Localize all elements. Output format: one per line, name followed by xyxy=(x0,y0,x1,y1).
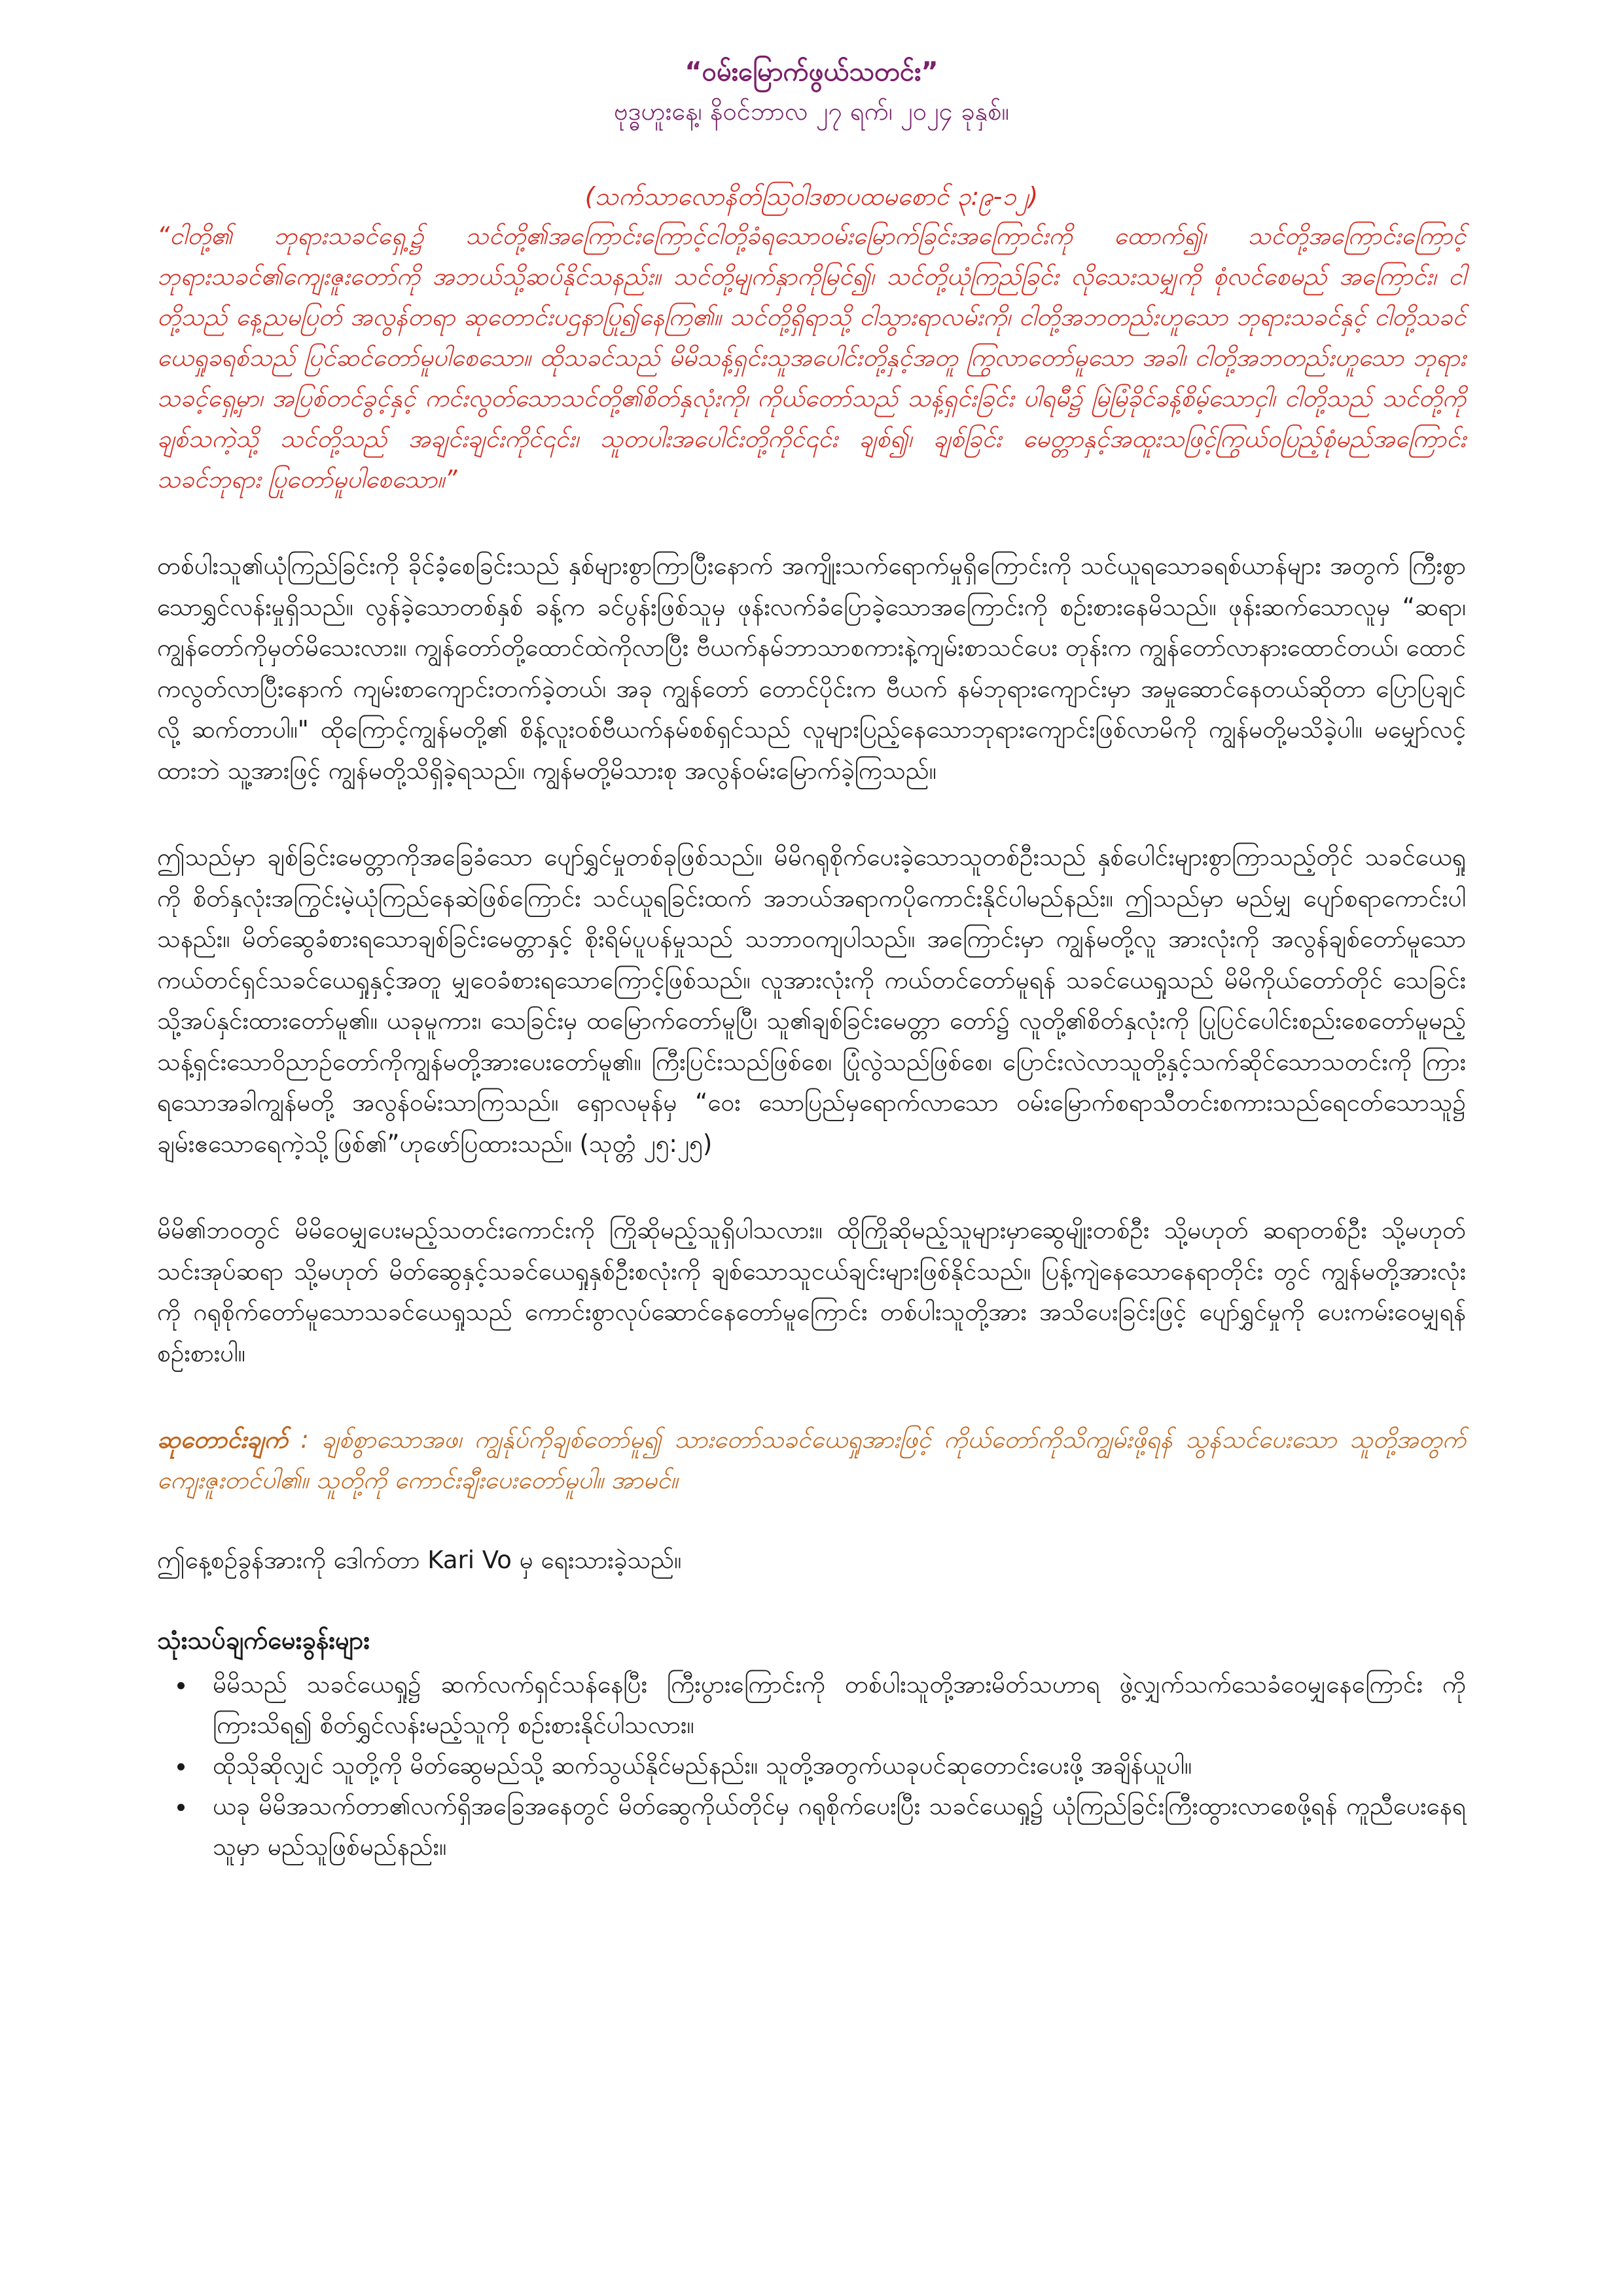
reflection-questions-title: သုံးသပ်ချက်မေးခွန်းများ xyxy=(157,1626,370,1655)
prayer-block xyxy=(157,1420,1466,1501)
question-item: • ယခု မိမိအသက်တာ၏လက်ရှိအခြေအနေတွင် မိတ်ဆွေကိုယ်တိုင်မှ ဂရုစိုက်ပေးပြီး သခင်ယေရှု၌ ယုံကြည်ခြင်းကြီးထွားလာစေဖို့ရန် ကူညီပေးနေရသူမှာ မည်သူဖြစ်မည်နည်း။ xyxy=(196,1786,1466,1867)
question-item: • ထိုသိုဆိုလျှင် သူတို့ကို မိတ်ဆွေမည်သို့ ဆက်သွယ်နိုင်မည်နည်း။ သူတို့အတွက်ယခုပင်ဆုတောင်းပေးဖို့ အချိန်ယူပါ။ xyxy=(196,1746,1466,1786)
body-paragraph-1: တစ်ပါးသူ၏ယုံကြည်ခြင်းကို ခိုင်ခံ့စေခြင်းသည် နှစ်များစွာကြာပြီးနောက် အကျိုးသက်ရောက်မှုရှိကြောင်းကို သင်ယူရသောခရစ်ယာန်များ အတွက် ကြီးစွာသောရွှင်လန်းမှုရှိသည်။ လွန်ခဲ့သောတစ်နှစ် ခန့်က ခင်ပွန်းဖြစ်သူမှ ဖုန်းလက်ခံပြောခဲ့သောအကြောင်းကို စဉ်းစားနေမိသည်။ ဖုန်းဆက်သောလူမှ “ဆရာ၊ ကျွန်တော်ကိုမှတ်မိသေးလား။ ကျွန်တော်တို့ထောင်ထဲကိုလာပြီး ဗီယက်နမ်ဘာသာစကားနဲ့ကျမ်းစာသင်ပေး တုန်းက ကျွန်တော်လာနားထောင်တယ်၊ ထောင်ကလွတ်လာပြီးနောက် ကျမ်းစာကျောင်းတက်ခဲ့တယ်၊ အခု ကျွန်တော် တောင်ပိုင်းက ဗီယက် နမ်ဘုရားကျောင်းမှာ အမှုဆောင်နေတယ်ဆိုတာ ပြောပြချင်လို့ ဆက်တာပါ။" ထိုကြောင့်ကျွန်မတို့၏ စိန့်လူးဝစ်ဗီယက်နမ်စစ်ရှင်သည် လူများပြည့်နေသောဘုရားကျောင်းဖြစ်လာမိကို ကျွန်မတို့မသိခဲ့ပါ။ မမျှော်လင့်ထားဘဲ သူ့အားဖြင့် ကျွန်မတို့သိရှိခဲ့ရသည်။ ကျွန်မတို့မိသားစု အလွန်ဝမ်းမြောက်ခဲ့ကြသည်။ xyxy=(157,552,1466,785)
prayer-label: ဆုတောင်းချက် xyxy=(157,1426,288,1454)
devotional-date: ဗုဒ္ဓဟူးနေ့၊ နိဝင်ဘာလ ၂၇ ရက်၊ ၂၀၂၄ ခုနှစ်။ xyxy=(613,97,1009,126)
author-line: ဤနေ့စဉ်ခွန်အားကို ဒေါက်တာ Kari Vo မှ ရေးသားခဲ့သည်။ xyxy=(157,1546,682,1574)
question-item: • မိမိသည် သခင်ယေရှု၌ ဆက်လက်ရှင်သန်နေပြီး ကြီးပွားကြောင်းကို တစ်ပါးသူတို့အားမိတ်သဟာရ ဖွဲ့လျှက်သက်သေခံဝေမျှနေကြောင်း ကို ကြားသိရ၍ စိတ်ရွှင်လန်းမည့်သူကို စဉ်းစားနိုင်ပါသလား။ xyxy=(196,1664,1466,1746)
scripture-reference: (သက်သာလောနိတ်ဩဝါဒစာပထမစောင် ၃:၉-၁၂) xyxy=(584,182,1039,211)
scripture-text: “ငါတို့၏ ဘုရားသခင်ရှေ့၌ သင်တို့၏အကြောင်းကြောင့်ငါတို့ခံရသောဝမ်းမြောက်ခြင်းအကြောင်းကို ထောက်၍၊ သင်တို့အကြောင်းကြောင့် ဘုရားသခင်၏ကျေးဇူးတော်ကို အဘယ်သို့ဆပ်နိုင်သနည်း။ သင်တို့မျက်နှာကိုမြင်၍၊ သင်တို့ယုံကြည်ခြင်း လိုသေးသမျှကို စုံလင်စေမည် အကြောင်း၊ ငါတို့သည် နေ့ညမပြတ် အလွန်တရာ ဆုတောင်းပဌနာပြု၍နေကြ၏။ သင်တို့ရှိရာသို့ ငါသွားရာလမ်းကို၊ ငါတို့အဘတည်းဟူသော ဘုရားသခင်နှင့် ငါတို့သခင်ယေရှုခရစ်သည် ပြင်ဆင်တော်မူပါစေသော။ ထိုသခင်သည် မိမိသန့်ရှင်းသူအပေါင်းတို့နှင့်အတူ ကြွလာတော်မူသော အခါ၊ ငါတို့အဘတည်းဟူသော ဘုရားသခင့်ရှေ့မှာ၊ အပြစ်တင်ခွင့်နှင့် ကင်းလွတ်သောသင်တို့၏စိတ်နှလုံးကို၊ ကိုယ်တော်သည် သန့်ရှင်းခြင်း ပါရမီ၌ မြဲမြံခိုင်ခန့်စိမ့်သောငှါ၊ ငါတို့သည် သင်တို့ကိုချစ်သကဲ့သို့ သင်တို့သည် အချင်းချင်းကိုင်၎င်း၊ သူတပါးအပေါင်းတို့ကိုင်၎င်း ချစ်၍၊ ချစ်ခြင်း မေတ္တာနှင့်အထူးသဖြင့်ကြွယ်ဝပြည့်စုံမည်အကြောင်း သခင်ဘုရား ပြုတော်မူပါစေသော။” xyxy=(157,222,1466,493)
reflection-questions-list xyxy=(157,1664,1466,1867)
prayer-text: : ချစ်စွာသောအဖ၊ ကျွန်ုပ်ကိုချစ်တော်မူ၍ သားတော်သခင်ယေရှုအားဖြင့် ကိုယ်တော်ကိုသိကျွမ်းဖို့ရန် သွန်သင်ပေးသော သူတို့အတွက် ကျေးဇူးတင်ပါ၏။ သူတို့ကို ကောင်းချီးပေးတော်မူပါ။ အာမင်။ xyxy=(157,1426,1466,1494)
document-content xyxy=(157,52,1466,1867)
body-paragraph-3: မိမိ၏ဘဝတွင် မိမိဝေမျှပေးမည့်သတင်းကောင်းကို ကြိုဆိုမည့်သူရှိပါသလား။ ထိုကြိုဆိုမည့်သူများမှာဆွေမျိုးတစ်ဦး သို့မဟုတ် ဆရာတစ်ဦး သို့မဟုတ် သင်းအုပ်ဆရာ သို့မဟုတ် မိတ်ဆွေနှင့်သခင်ယေရှုနှစ်ဦးစလုံးကို ချစ်သောသူငယ်ချင်းများဖြစ်နိုင်သည်။ ပြန့်ကျဲနေသောနေရာတိုင်း တွင် ကျွန်မတို့အားလုံးကို ဂရုစိုက်တော်မူသောသခင်ယေရှုသည် ကောင်းစွာလုပ်ဆောင်နေတော်မူကြောင်း တစ်ပါးသူတို့အား အသိပေးခြင်းဖြင့် ပျော်ရွှင်မှုကို ပေးကမ်းဝေမျှရန် စဉ်းစားပါ။ xyxy=(157,1216,1466,1367)
devotional-title: “ဝမ်းမြောက်ဖွယ်သတင်း” xyxy=(685,57,938,87)
body-paragraph-2: ဤသည်မှာ ချစ်ခြင်းမေတ္တာကိုအခြေခံသော ပျော်ရွှင်မှုတစ်ခုဖြစ်သည်။ မိမိဂရုစိုက်ပေးခဲ့သောသူတစ်ဦးသည် နှစ်ပေါင်းများစွာကြာသည့်တိုင် သခင်ယေရှုကို စိတ်နှလုံးအကြွင်းမဲ့ယုံကြည်နေဆဲဖြစ်ကြောင်း သင်ယူရခြင်းထက် အဘယ်အရာကပိုကောင်းနိုင်ပါမည်နည်း။ ဤသည်မှာ မည်မျှ ပျော်စရာကောင်းပါသနည်း။ မိတ်ဆွေခံစားရသောချစ်ခြင်းမေတ္တာနှင့် စိုးရိမ်ပူပန်မှုသည် သဘာဝကျပါသည်။ အကြောင်းမှာ ကျွန်မတို့လူ အားလုံးကို အလွန်ချစ်တော်မူသော ကယ်တင်ရှင်သခင်ယေရှုနှင့်အတူ မျှဝေခံစားရသောကြောင့်ဖြစ်သည်။ လူအားလုံးကို ကယ်တင်တော်မူရန် သခင်ယေရှုသည် မိမိကိုယ်တော်တိုင် သေခြင်းသို့အပ်နှင်းထားတော်မူ၏။ ယခုမူကား၊ သေခြင်းမှ ထမြောက်တော်မူပြီ၊ သူ၏ချစ်ခြင်းမေတ္တာ တော်၌ လူတို့၏စိတ်နှလုံးကို ပြုပြင်ပေါင်းစည်းစေတော်မူမည့် သန့်ရှင်းသောဝိညာဉ်တော်ကိုကျွန်မတို့အားပေးတော်မူ၏။ ကြီးပြင်းသည်ဖြစ်စေ၊ ပြုံလွဲသည်ဖြစ်စေ၊ ပြောင်းလဲလာသူတို့နှင့်သက်ဆိုင်သောသတင်းကို ကြားရသောအခါကျွန်မတို့ အလွန်ဝမ်းသာကြသည်။ ရှောလမုန်မှ “ဝေး သောပြည်မှရောက်လာသော ဝမ်းမြောက်စရာသီတင်းစကားသည်ရေငတ်သောသူ၌ ချမ်းဧသောရေကဲ့သို့ဖြစ်၏”ဟုဖော်ပြထားသည်။ (သုတ္တံ ၂၅:၂၅) xyxy=(157,843,1466,1158)
